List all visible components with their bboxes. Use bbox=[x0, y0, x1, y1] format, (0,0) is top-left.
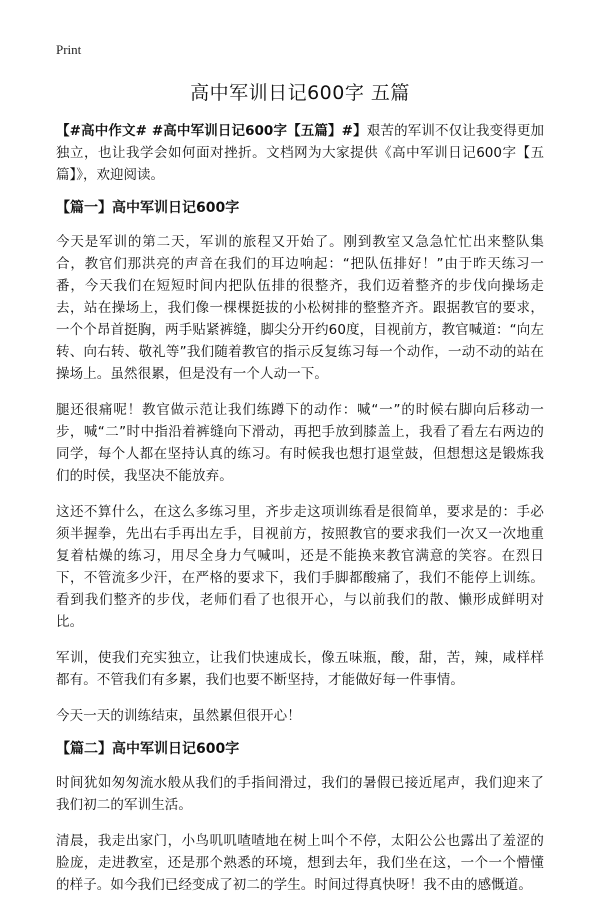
article-body bbox=[56, 120, 544, 910]
paragraph: 今天一天的训练结束，虽然累但很开心！ bbox=[56, 708, 301, 724]
intro-paragraph bbox=[56, 120, 544, 186]
section-heading-2: 【篇二】高中军训日记600字 bbox=[56, 741, 240, 757]
intro-text: 艰苦的军训不仅让我变得更加独立，也让我学会如何面对挫折。文档网为大家提供《高中军训日记600字【五篇】》，欢迎阅读。 bbox=[56, 123, 544, 183]
paragraph: 清晨，我走出家门，小鸟叽叽喳喳地在树上叫个不停，太阳公公也露出了羞涩的脸庞，走进教室，还是那个熟悉的环境，想到去年，我们坐在这，一个一个懵懂的样子。如今我们已经变成了初二的学生。时间过得真快呀！我不由的感慨道。 bbox=[56, 833, 544, 893]
print-link[interactable]: Print bbox=[56, 42, 82, 57]
paragraph: 时间犹如匆匆流水般从我们的手指间滑过，我们的暑假已接近尾声，我们迎来了我们初二的军训生活。 bbox=[56, 775, 544, 813]
paragraph: 腿还很痛呢！教官做示范让我们练蹲下的动作：喊“一”的时候右脚向后移动一步，喊“二”时中指沿着裤缝向下滑动，再把手放到膝盖上，我看了看左右两边的同学，每个人都在坚持认真的练习。有时候我也想打退堂鼓，但想想这是锻炼我们的时侯，我坚决不能放弃。 bbox=[56, 402, 544, 484]
section-heading-1: 【篇一】高中军训日记600字 bbox=[56, 200, 240, 216]
page-title: 高中军训日记600字 五篇 bbox=[190, 82, 410, 104]
intro-tags: 【#高中作文# #高中军训日记600字【五篇】#】 bbox=[56, 123, 367, 139]
paragraph: 军训，使我们充实独立，让我们快速成长，像五味瓶，酸，甜，苦，辣，咸样样都有。不管我们有多累，我们也要不断坚持，才能做好每一件事情。 bbox=[56, 650, 544, 688]
paragraph: 今天是军训的第二天，军训的旅程又开始了。刚到教室又急急忙忙出来整队集合，教官们那洪亮的声音在我们的耳边响起：“把队伍排好！”由于昨天练习一番，今天我们在短短时间内把队伍排的很整齐，我们迈着整齐的步伐向操场走去，站在操场上，我们像一棵棵挺拔的小松树排的整整齐齐。跟据教官的要求，一个个昂首挺胸，两手贴紧裤缝，脚尖分开约60度，目视前方，教官喊道：“向左转、向右转、敬礼等”我们随着教官的指示反复练习每一个动作，一动不动的站在操场上。虽然很累，但是没有一个人动一下。 bbox=[56, 234, 544, 382]
paragraph: 这还不算什么，在这么多练习里，齐步走这项训练看是很简单，要求是的：手必须半握拳，先出右手再出左手，目视前方，按照教官的要求我们一次又一次地重复着枯燥的练习，用尽全身力气喊叫，还是不能换来教官满意的笑容。在烈日下，不管流多少汗，在严格的要求下，我们手脚都酸痛了，我们不能停上训练。看到我们整齐的步伐，老师们看了也很开心，与以前我们的散、懒形成鲜明对比。 bbox=[56, 504, 544, 630]
